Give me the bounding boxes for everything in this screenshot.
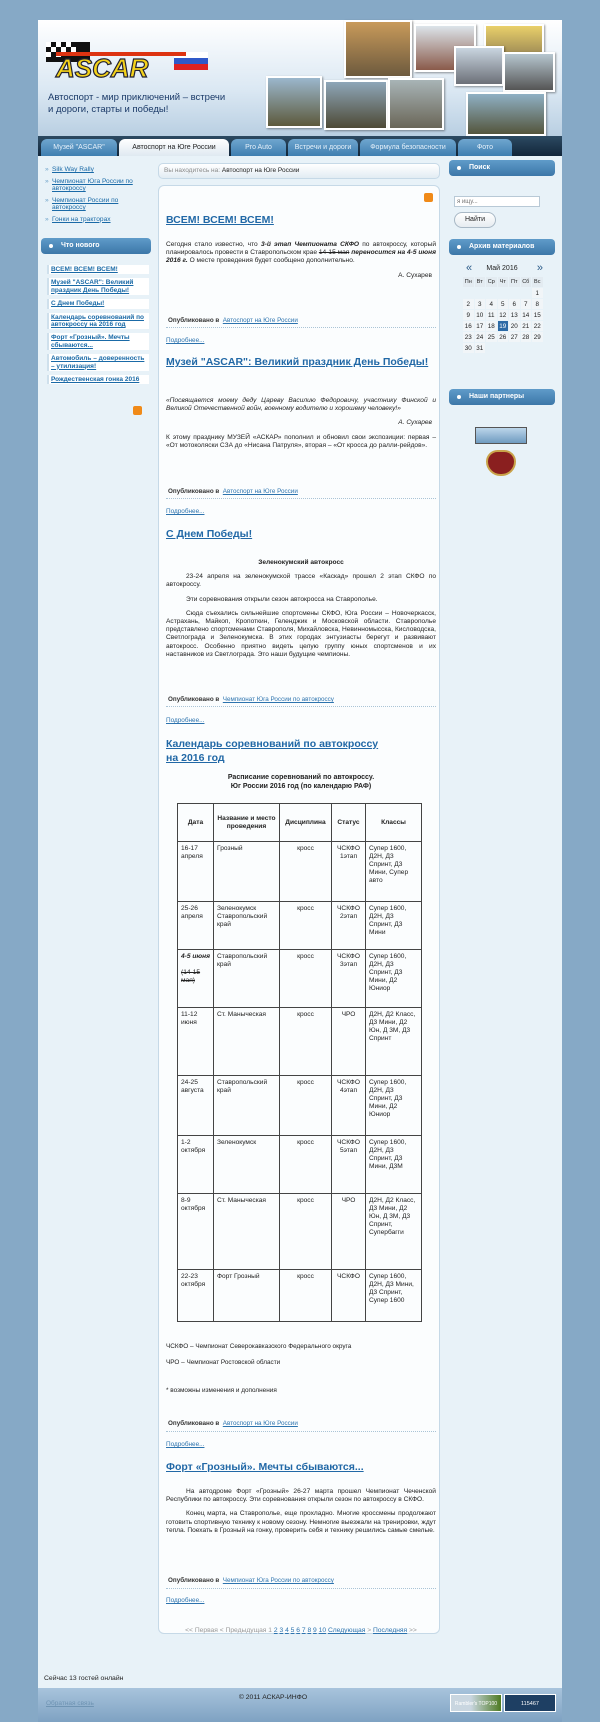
calendar-day[interactable]: 8 xyxy=(532,299,543,309)
news-item[interactable]: Музей "ASCAR": Великий праздник День Победы! xyxy=(47,278,149,295)
calendar-day xyxy=(463,288,474,298)
divider xyxy=(166,1588,436,1589)
read-more-link[interactable]: Подробнее... xyxy=(166,1597,205,1604)
feedback-link[interactable]: Обратная связь xyxy=(46,1700,94,1707)
read-more-link[interactable]: Подробнее... xyxy=(166,1441,205,1448)
page-link[interactable]: 2 xyxy=(273,1627,278,1634)
calendar-day xyxy=(521,343,532,353)
article-author: А. Сухарев xyxy=(398,271,432,279)
calendar-day xyxy=(486,343,497,353)
calendar-day[interactable]: 3 xyxy=(475,299,486,309)
calendar-day[interactable]: 20 xyxy=(510,322,518,330)
rss-icon[interactable] xyxy=(424,193,433,202)
article xyxy=(166,213,436,280)
table-row: 11-12 июня Ст. Маныческая кросс ЧРО Д2Н, Д2 Класс, Д3 Мини, Д2 Юн, Д 3М, Д3 Спринт xyxy=(178,1008,422,1076)
rambler-counter[interactable]: Rambler's TOP100 xyxy=(450,1694,502,1712)
calendar-day[interactable]: 29 xyxy=(533,333,541,341)
calendar-day[interactable]: 12 xyxy=(499,311,507,319)
article-meta: Опубликовано в Чемпионат Юга России по автокроссу xyxy=(168,1577,334,1584)
calendar-day[interactable]: 7 xyxy=(521,299,532,309)
calendar-weekday: Пт xyxy=(509,277,520,287)
category-link[interactable]: Автоспорт на Юге России xyxy=(222,1420,298,1427)
footer xyxy=(38,1688,562,1722)
table-row: 24-25 августа Ставропольский край кросс ЧСКФО 4этап Супер 1600, Д2Н, Д3 Спринт, Д3 Мини, Д2 Юниор xyxy=(178,1076,422,1136)
nav-tab-museum[interactable]: Музей "ASCAR" xyxy=(41,139,117,156)
article-quote: «Посвящается моему деду Цареву Василию Федоровичу, участнику Финской и Великой Отечественной войн, военному водителю и хорошему человеку!» xyxy=(166,397,436,413)
archive-calendar xyxy=(449,264,555,354)
calendar-day xyxy=(532,343,543,353)
calendar-day xyxy=(509,288,520,298)
left-menu-item[interactable]: » Silk Way Rally xyxy=(45,166,151,174)
archive-box xyxy=(449,239,555,354)
site-header xyxy=(38,20,562,136)
news-item[interactable]: Форт «Грозный». Мечты сбываются... xyxy=(47,333,149,350)
article-text: Эти соревнования открыли сезон автокросса на Ставрополье. xyxy=(186,595,378,603)
left-menu-item[interactable]: » Чемпионат России по автокроссу xyxy=(45,197,151,212)
category-link[interactable]: Чемпионат Юга России по автокроссу xyxy=(222,696,334,703)
whatsnew-list xyxy=(47,265,149,388)
calendar-month: Май 2016 xyxy=(486,265,518,272)
calendar-day xyxy=(475,288,486,298)
calendar-day[interactable]: 2 xyxy=(463,299,474,309)
svg-text:ASCAR: ASCAR xyxy=(56,53,149,82)
ascar-logo[interactable] xyxy=(46,42,216,82)
calendar-weekday: Пн xyxy=(464,279,472,285)
category-link[interactable]: Автоспорт на Юге России xyxy=(222,488,298,495)
calendar-day[interactable]: 11 xyxy=(487,311,495,319)
table-row: 4-5 июня (14-15 мая) Ставропольский край кросс ЧСКФО 3этап Супер 1600, Д2Н, Д3 Спринт, Д3 Мини, Д2 Юниор xyxy=(178,950,422,1008)
whatsnew-header: Что нового xyxy=(41,238,151,254)
copyright: © 2011 АСКАР-ИНФО xyxy=(238,1694,308,1701)
calendar-day xyxy=(486,288,497,298)
article-subtitle: Зеленокумский автокросс xyxy=(258,559,344,566)
calendar-weekday: Вт xyxy=(475,277,486,287)
pagination: << Первая < Предыдущая 1 2 3 4 5 6 7 8 9 10 Следующая > Последняя >> xyxy=(185,1627,417,1634)
mail-counter[interactable]: 115467 xyxy=(504,1694,556,1712)
article-title[interactable]: ВСЕМ! ВСЕМ! ВСЕМ! xyxy=(166,214,274,226)
search-form xyxy=(449,196,555,228)
calendar-day[interactable]: 6 xyxy=(509,299,520,309)
article-text: Конец марта, на Ставрополье, еще прохладно. Многие кроссмены продолжают готовить спортивную технику к новому сезону. Немногие выезжали на тренировки, ждут тепла. Поехать в Грозный на гонку, проверить себя и технику решились самые смелые. xyxy=(166,1510,436,1534)
calendar-day[interactable]: 4 xyxy=(486,299,497,309)
calendar-day[interactable]: 28 xyxy=(522,333,530,341)
calendar-day[interactable]: 9 xyxy=(463,310,474,320)
next-page-link[interactable]: Следующая xyxy=(327,1627,366,1634)
left-menu-item[interactable]: » Чемпионат Юга России по автокроссу xyxy=(45,178,151,193)
partners-header: Наши партнеры xyxy=(449,389,555,405)
news-item[interactable]: С Днем Победы! xyxy=(47,299,149,308)
article-title[interactable]: Календарь соревнований по автокроссу на 2016 год xyxy=(166,738,379,764)
calendar-weekday: Вс xyxy=(532,277,543,287)
partner-emblem[interactable] xyxy=(486,450,516,476)
news-item[interactable]: Рождественская гонка 2016 xyxy=(47,375,149,384)
breadcrumb: Вы находитесь на: Автоспорт на Юге России xyxy=(158,163,440,179)
calendar-day[interactable]: 26 xyxy=(499,333,507,341)
left-menu xyxy=(45,166,151,227)
calendar-day[interactable]: 24 xyxy=(476,333,484,341)
article-meta: Опубликовано в Автоспорт на Юге России xyxy=(168,1420,298,1427)
prev-month-arrow[interactable]: « xyxy=(466,262,473,274)
schedule-notes: ЧСКФО – Чемпионат Северокавказского Федерального округа ЧРО – Чемпионат Ростовской области * возможны изменения и дополнения xyxy=(166,1343,352,1394)
page-link[interactable]: 6 xyxy=(296,1627,300,1634)
left-menu-item[interactable]: » Гонки на тракторах xyxy=(45,216,151,224)
online-counter: Сейчас 13 гостей онлайн xyxy=(44,1675,124,1682)
nav-tab-autosport-south[interactable]: Автоспорт на Юге России xyxy=(119,139,229,156)
article xyxy=(166,355,436,450)
calendar-day[interactable]: 17 xyxy=(476,322,484,330)
calendar-day[interactable]: 27 xyxy=(510,333,518,341)
article-text: Сюда съехались сильнейшие спортсмены СКФО, Юга России – Новочеркасск, Астрахань, Майкоп, Кропоткин, Геленджик и Московской области. Ставрополье представлено спортсменами Ставрополя, Михайловска, Невинномысска, Кисловодска, Светлограда и Зеленокумска. В этих городах энтузиасты берегут и развивают автокросс. Особенно приятно видеть целую группу юных спортсменов и их наставников из Светлограда. Это наши будущие чемпионы. xyxy=(166,609,436,658)
read-more-link[interactable]: Подробнее... xyxy=(166,337,205,344)
calendar-day[interactable]: 15 xyxy=(533,311,541,319)
table-row: 8-9 октября Ст. Маныческая кросс ЧРО Д2Н, Д2 Класс, Д3 Мини, Д2 Юн, Д 3М, Д3 Спринт, Супербагги xyxy=(178,1194,422,1270)
article xyxy=(166,737,386,765)
table-row: 16-17 апреля Грозный кросс ЧСКФО 1этап Супер 1600, Д2Н, Д3 Спринт, Д3 Мини, Супер авто xyxy=(178,842,422,902)
calendar-day xyxy=(498,288,509,298)
calendar-day[interactable]: 13 xyxy=(510,311,518,319)
main-nav xyxy=(38,136,562,156)
article-meta: Опубликовано в Чемпионат Юга России по автокроссу xyxy=(168,696,334,703)
archive-header: Архив материалов xyxy=(449,239,555,255)
schedule-heading: Расписание соревнований по автокроссу. Юг России 2016 год (по календарю РАФ) xyxy=(227,774,375,790)
calendar-day xyxy=(521,288,532,298)
rss-icon[interactable] xyxy=(133,406,142,415)
page-link[interactable]: 9 xyxy=(313,1627,317,1634)
schedule-table: Дата Название и место проведения Дисциплина Статус Классы 16-17 апреля Грозный кросс ЧСКФО 1этап Супер 1600, Д2Н, Д3 Спринт, Д3 Мини, Супер авто 25-26 апреля Зеленокумск Ставропольский край кросс ЧСКФО 2этап Супер 1600, Д2Н, Д3 Спринт, Д3 Мини 4-5 июня (14-15 мая) Ставропольский край кросс ЧСКФО 3этап Супер 1600, Д2Н, Д3 Спринт, Д3 Мини, Д2 Юниор 11-12 июня Ст. Маныческая кросс ЧРО Д2Н, Д2 Класс, Д3 Мини, Д2 Юн, Д 3М, Д3 Спринт 24-25 августа Ставропольский край кросс ЧСКФО 4этап Супер 1600, Д2Н, Д3 Спринт, Д3 Мини, Д2 Юниор 1-2 октября Зеленокумск кросс ЧСКФО 5этап Супер 1600, Д2Н, Д3 Спринт, Д3 Мини, Д3М 8-9 октября Ст. Маныческая кросс ЧРО Д2Н, Д2 Класс, Д3 Мини, Д2 Юн, Д 3М, Д3 Спринт, Супербагги 22-23 октября Форт Грозный кросс ЧСКФО Супер 1600, Д2Н, Д3 Мини, Д3 Спринт, Супер 1600 xyxy=(177,803,422,1322)
header-photo-collage xyxy=(248,20,562,136)
calendar-day[interactable]: 16 xyxy=(464,322,472,330)
tagline: Автоспорт - мир приключений – встречи и дороги, старты и победы! xyxy=(48,92,226,115)
article-author: А. Сухарев xyxy=(398,419,432,427)
category-link[interactable]: Чемпионат Юга России по автокроссу xyxy=(222,1577,334,1584)
calendar-day[interactable]: 25 xyxy=(487,333,495,341)
calendar-day[interactable]: 1 xyxy=(532,288,543,298)
page-link[interactable]: 5 xyxy=(290,1627,295,1634)
article-title[interactable]: Форт «Грозный». Мечты сбываются... xyxy=(166,1461,364,1473)
search-button[interactable]: Найти xyxy=(454,212,496,228)
search-box xyxy=(449,160,555,228)
calendar-grid xyxy=(462,276,544,354)
calendar-day[interactable]: 18 xyxy=(487,322,495,330)
article-text: К этому празднику МУЗЕЙ «АСКАР» пополнил и обновил свои экспозиции: первая – «От мотоколяски СЗА до «Нисана Патруля», вторая – «От кросса до ралли-рейдов». xyxy=(166,433,436,449)
calendar-day[interactable]: 21 xyxy=(522,322,530,330)
next-month-arrow[interactable]: » xyxy=(536,262,543,274)
calendar-weekday: Сб xyxy=(522,279,530,285)
calendar-day[interactable]: 19 xyxy=(499,322,507,330)
article xyxy=(166,527,436,659)
nav-tab-meetings[interactable]: Встречи и дороги xyxy=(288,139,358,156)
calendar-day xyxy=(509,343,520,353)
page-link[interactable]: 10 xyxy=(318,1627,327,1634)
search-header: Поиск xyxy=(449,160,555,176)
page-link[interactable]: 8 xyxy=(307,1627,312,1634)
calendar-day[interactable]: 23 xyxy=(464,333,472,341)
calendar-day[interactable]: 10 xyxy=(476,311,484,319)
read-more-link[interactable]: Подробнее... xyxy=(166,717,205,724)
category-link[interactable]: Автоспорт на Юге России xyxy=(222,317,298,324)
calendar-day xyxy=(498,343,509,353)
calendar-day[interactable]: 14 xyxy=(522,311,530,319)
calendar-day[interactable]: 5 xyxy=(498,299,509,309)
calendar-weekday: Чт xyxy=(498,277,509,287)
page-link[interactable]: 4 xyxy=(285,1627,289,1634)
nav-tab-safety[interactable]: Формула безопасности xyxy=(360,139,456,156)
divider xyxy=(166,1431,436,1432)
table-row: 22-23 октября Форт Грозный кросс ЧСКФО Супер 1600, Д2Н, Д3 Мини, Д3 Спринт, Супер 1600 xyxy=(178,1270,422,1322)
last-page-link[interactable]: Последняя xyxy=(372,1627,408,1634)
article-text: 23-24 апреля на зеленокумской трассе «Каскад» прошел 2 этап СКФО по автокроссу. xyxy=(166,573,436,589)
divider xyxy=(166,498,436,499)
partners-box xyxy=(449,389,555,476)
article-text: На автодроме Форт «Грозный» 26-27 марта прошел Чемпионат Чеченской Республики по автокроссу. Эти соревнования открыли сезон по автокроссу в СКФО. xyxy=(166,1488,436,1504)
article-meta: Опубликовано в Автоспорт на Юге России xyxy=(168,488,298,495)
news-item[interactable]: Автомобиль – доверенность – утилизация! xyxy=(47,354,149,371)
table-row: 25-26 апреля Зеленокумск Ставропольский край кросс ЧСКФО 2этап Супер 1600, Д2Н, Д3 Спринт, Д3 Мини xyxy=(178,902,422,950)
article-title[interactable]: Музей "ASCAR": Великий праздник День Победы! xyxy=(166,356,429,368)
divider xyxy=(166,706,436,707)
news-item[interactable]: Календарь соревнований по автокроссу на 2016 год xyxy=(47,313,149,330)
nav-tab-photo[interactable]: Фото xyxy=(458,139,512,156)
news-item[interactable]: ВСЕМ! ВСЕМ! ВСЕМ! xyxy=(47,265,149,274)
divider xyxy=(166,327,436,328)
article-meta: Опубликовано в Автоспорт на Юге России xyxy=(168,317,298,324)
read-more-link[interactable]: Подробнее... xyxy=(166,508,205,515)
partner-banner[interactable] xyxy=(475,427,527,444)
table-row: 1-2 октября Зеленокумск кросс ЧСКФО 5этап Супер 1600, Д2Н, Д3 Спринт, Д3 Мини, Д3М xyxy=(178,1136,422,1194)
nav-tab-pro-auto[interactable]: Pro Auto xyxy=(231,139,286,156)
page-link[interactable]: 3 xyxy=(279,1627,284,1634)
search-input[interactable] xyxy=(454,196,540,207)
calendar-day[interactable]: 22 xyxy=(533,322,541,330)
article xyxy=(166,1460,436,1535)
article-text: Сегодня стало известно, что 3-й этап Чемпионата СКФО по автокроссу, который планировалось провести в Ставропольском крае 14-15 мая переносится на 4-5 июня 2016 г. О месте проведения будет сообщено дополнительно. xyxy=(166,241,437,265)
calendar-day[interactable]: 30 xyxy=(464,344,472,352)
article-title[interactable]: С Днем Победы! xyxy=(166,528,253,540)
calendar-weekday: Ср xyxy=(487,279,495,285)
page-link[interactable]: 7 xyxy=(301,1627,306,1634)
calendar-day[interactable]: 31 xyxy=(476,344,484,352)
